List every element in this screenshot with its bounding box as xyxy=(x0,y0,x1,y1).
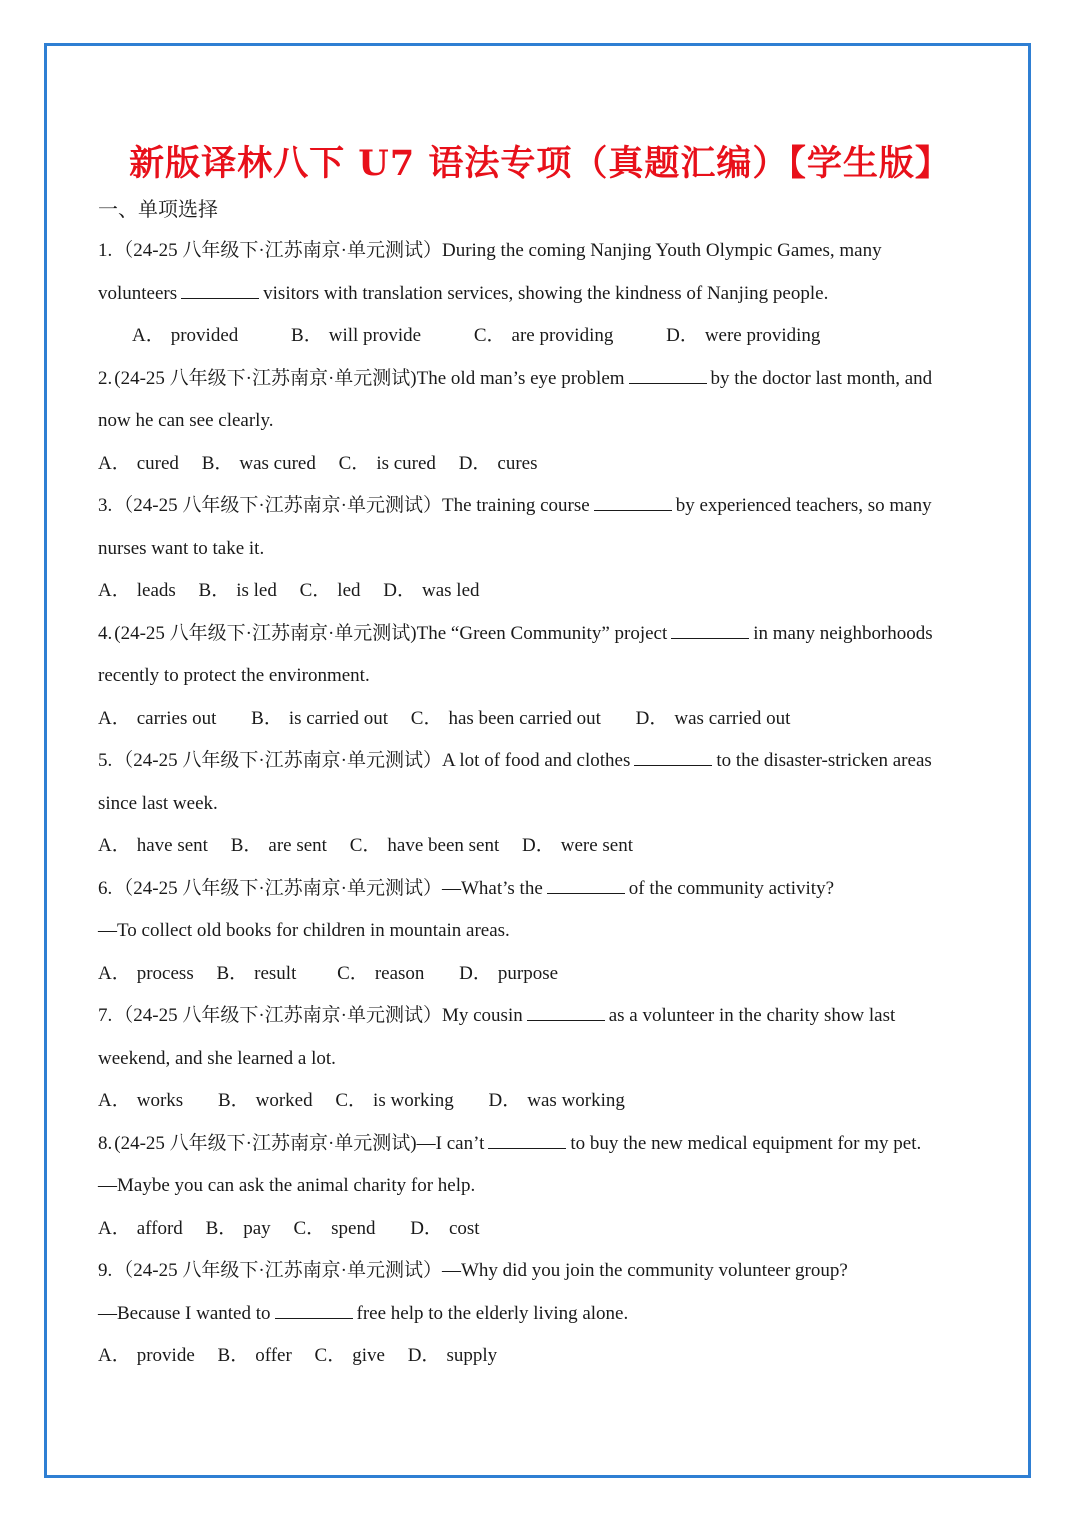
option-a[interactable]: A． process xyxy=(98,962,194,984)
option-a[interactable]: A． afford xyxy=(98,1217,183,1239)
option-c[interactable]: C． have been sent xyxy=(349,835,500,856)
option-a[interactable]: A． provide xyxy=(98,1345,195,1366)
option-b[interactable]: B． is led xyxy=(198,580,277,601)
answer-blank[interactable] xyxy=(547,875,625,894)
question-4-stem: 4. (24-25 八年级下·江苏南京·单元测试)The “Green Community” project in many neighborhoods xyxy=(98,613,988,656)
option-d[interactable]: D． were sent xyxy=(522,835,634,856)
option-c[interactable]: C． give xyxy=(314,1345,385,1366)
option-a[interactable]: A． have sent xyxy=(98,835,208,856)
option-c[interactable]: C． reason xyxy=(337,962,425,984)
question-1-stem-cont: volunteers visitors with translation services, showing the kindness of Nanjing people. xyxy=(98,273,988,316)
question-6-options xyxy=(98,953,988,996)
option-c[interactable]: C． are providing xyxy=(473,325,614,346)
question-2-options xyxy=(98,443,988,486)
question-3-stem-cont: nurses want to take it. xyxy=(98,537,265,559)
option-d[interactable]: D． was led xyxy=(383,580,480,601)
answer-blank[interactable] xyxy=(181,280,259,299)
option-a[interactable]: A． provided xyxy=(132,325,239,346)
question-5-stem-cont: since last week. xyxy=(98,792,218,814)
option-c[interactable]: C． is cured xyxy=(338,452,436,474)
option-d[interactable]: D． cures xyxy=(458,452,538,474)
option-b[interactable]: B． are sent xyxy=(230,835,327,856)
answer-blank[interactable] xyxy=(634,747,712,766)
option-b[interactable]: B． will provide xyxy=(291,325,422,346)
option-b[interactable]: B． was cured xyxy=(201,452,316,474)
option-d[interactable]: D． purpose xyxy=(459,962,559,984)
question-8-stem: 8. (24-25 八年级下·江苏南京·单元测试)—I can’t to buy the new medical equipment for my pet. xyxy=(98,1123,988,1166)
question-8-stem-cont: —Maybe you can ask the animal charity for help. xyxy=(98,1175,476,1196)
option-d[interactable]: D． was carried out xyxy=(635,707,791,729)
option-b[interactable]: B． result xyxy=(216,962,297,984)
question-2-stem: 2. (24-25 八年级下·江苏南京·单元测试)The old man’s eye problem by the doctor last month, and xyxy=(98,358,988,401)
option-d[interactable]: D． were providing xyxy=(666,325,821,346)
answer-blank[interactable] xyxy=(629,365,707,384)
page-title: 新版译林八下 U7 语法专项（真题汇编）【学生版】 xyxy=(129,143,951,184)
question-5-stem: 5. （24-25 八年级下·江苏南京·单元测试）A lot of food and clothes to the disaster-stricken areas xyxy=(98,740,988,783)
question-7-options xyxy=(98,1080,988,1123)
answer-blank[interactable] xyxy=(488,1130,566,1149)
option-a[interactable]: A． works xyxy=(98,1090,184,1111)
option-b[interactable]: B． is carried out xyxy=(251,707,389,729)
option-c[interactable]: C． led xyxy=(299,580,361,601)
option-b[interactable]: B． worked xyxy=(217,1090,313,1111)
question-7-stem-cont: weekend, and she learned a lot. xyxy=(98,1047,336,1069)
question-3-stem: 3. （24-25 八年级下·江苏南京·单元测试）The training course by experienced teachers, so many xyxy=(98,485,988,528)
question-1-options xyxy=(98,315,988,358)
answer-blank[interactable] xyxy=(527,1002,605,1021)
question-3-options xyxy=(98,570,988,613)
answer-blank[interactable] xyxy=(594,492,672,511)
answer-blank[interactable] xyxy=(671,620,749,639)
option-a[interactable]: A． cured xyxy=(98,452,179,474)
answer-blank[interactable] xyxy=(275,1300,353,1319)
question-9-stem: 9. （24-25 八年级下·江苏南京·单元测试）—Why did you join the community volunteer group? xyxy=(98,1260,848,1281)
question-6-stem: 6. （24-25 八年级下·江苏南京·单元测试）—What’s the of the community activity? xyxy=(98,868,988,911)
option-c[interactable]: C． spend xyxy=(293,1217,376,1239)
option-d[interactable]: D． supply xyxy=(407,1345,498,1366)
option-b[interactable]: B． offer xyxy=(217,1345,292,1366)
option-c[interactable]: C． is working xyxy=(335,1090,454,1111)
option-d[interactable]: D． cost xyxy=(410,1217,480,1239)
question-7-stem: 7. （24-25 八年级下·江苏南京·单元测试）My cousin as a volunteer in the charity show last xyxy=(98,995,988,1038)
question-4-stem-cont: recently to protect the environment. xyxy=(98,665,370,686)
option-a[interactable]: A． leads xyxy=(98,580,176,601)
question-list xyxy=(98,230,988,1378)
question-4-options xyxy=(98,698,988,741)
question-5-options xyxy=(98,825,988,868)
option-c[interactable]: C． has been carried out xyxy=(410,707,601,729)
question-8-options xyxy=(98,1208,988,1251)
option-d[interactable]: D． was working xyxy=(488,1090,625,1111)
option-a[interactable]: A． carries out xyxy=(98,707,217,729)
question-9-stem-cont: —Because I wanted to free help to the elderly living alone. xyxy=(98,1293,988,1336)
question-1-stem: 1. （24-25 八年级下·江苏南京·单元测试）During the coming Nanjing Youth Olympic Games, many xyxy=(98,240,882,261)
question-2-stem-cont: now he can see clearly. xyxy=(98,410,274,431)
question-6-stem-cont: —To collect old books for children in mountain areas. xyxy=(98,920,510,941)
question-9-options xyxy=(98,1335,988,1378)
section-heading: 一、单项选择 xyxy=(98,199,218,221)
option-b[interactable]: B． pay xyxy=(205,1217,271,1239)
